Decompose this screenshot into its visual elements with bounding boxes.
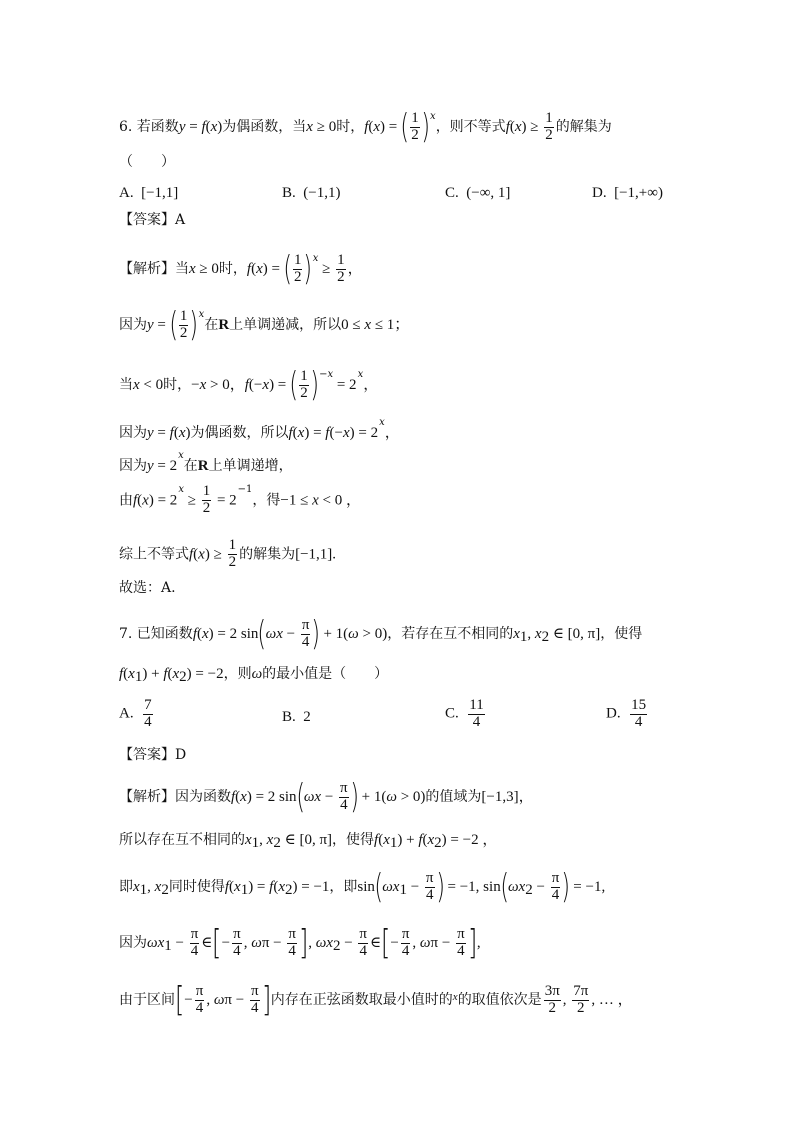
fraction-one-half: $\frac{1}{2}$ xyxy=(545,109,553,143)
q6-analysis-line-3: 当x < 0时，−x > 0，f(−x) = ( $\frac{1}{2}$ )$^{-x} = 2^x$， xyxy=(119,365,379,405)
q6-answer: 【答案】A xyxy=(119,212,186,228)
q6-analysis-line-2: 因为y = ( $\frac{1}{2}$ )$^x$在R上单调递减，所以0 ≤ x ≤ 1； xyxy=(119,305,410,345)
q7-stem-line-2: $f(x_1) + f(x_2) = -2$，则ω的最小值是（ ） xyxy=(119,666,389,685)
q6-conclusion: 故选：A. xyxy=(119,580,176,596)
q6-number: 6. 若函数 xyxy=(119,119,179,135)
q7-answer: 【答案】D xyxy=(119,747,187,763)
q7-option-c: C. $\frac{11}{4}$ xyxy=(445,697,484,730)
q7-analysis-line-3: 即$x_1$, $x_2$同时使得$f(x_1) = f(x_2) = -1$，即$\sin(\omega x_1$ − $\frac{\pi}{4}$ ) = −1, $\sin(\omega x_2$ − $\frac{\pi}{4}$ ) = −1, xyxy=(119,867,606,907)
q6-option-b: B. (−1,1) xyxy=(282,185,341,201)
q6-analysis-line-6: 由$f(x) = 2^x$ ≥ $\frac{1}{2}$ = $2^{-1}$，得−1 ≤ x < 0 ， xyxy=(119,483,361,516)
q7-stem: 7. 已知函数f(x) = 2 sin(ωx − $\frac{\pi}{4}$ ) + 1(ω > 0)，若存在互不相同的$x_1$, $x_2$ ∈ [0, π]，使得 xyxy=(119,614,643,654)
q7-option-d: D. $\frac{15}{4}$ xyxy=(606,697,647,730)
q7-analysis-line-2: 所以存在互不相同的$x_1$, $x_2$ ∈ [0, π]，使得$f(x_1) + f(x_2) = -2$ ， xyxy=(119,832,498,851)
q6-analysis-line-1: 【解析】当x ≥ 0时，f(x) = ( $\frac{1}{2}$ )$^x$ ≥ $\frac{1}{2}$ ， xyxy=(119,249,363,289)
q6-option-a: A. [−1,1] xyxy=(119,185,179,201)
q6-math-y-eq-fx: y xyxy=(178,119,186,135)
q7-analysis-line-5: 由于区间[− $\frac{\pi}{4}$ , ωπ − $\frac{\pi}{4}$ ]内存在正弦函数取最小值时的$^x$的取值依次是 $\frac{3\pi}{2}$ , $\frac{7\pi}{2}$ , … ， xyxy=(119,980,633,1020)
q6-option-c: C. (−∞, 1] xyxy=(445,185,511,201)
q7-option-b: B. 2 xyxy=(282,709,311,725)
fraction-one-half: $\frac{1}{2}$ xyxy=(411,109,419,143)
q7-number: 7. 已知函数 xyxy=(119,626,193,642)
q6-paren: （ ） xyxy=(119,154,175,170)
q6-analysis-line-4: 因为y = f(x)为偶函数，所以$f(x) = f(-x) = 2^x$， xyxy=(119,417,400,441)
q7-analysis-line-4: 因为$\omega x_1$ − $\frac{\pi}{4}$ ∈[− $\frac{\pi}{4}$ , ωπ − $\frac{\pi}{4}$ ], $\omega x_2$ − $\frac{\pi}{4}$ ∈[− $\frac{\pi}{4}$ , ωπ − $\frac{\pi}{4}$ ], xyxy=(119,923,481,963)
q7-option-a: A. $\frac{7}{4}$ xyxy=(119,697,152,730)
q6-option-d: D. [−1,+∞) xyxy=(592,185,663,201)
q6-analysis-line-7: 综上不等式f(x) ≥ $\frac{1}{2}$ 的解集为[−1,1]. xyxy=(119,537,337,570)
q6-stem: 6. 若函数y = f(x)为偶函数，当x ≥ 0时，f(x) = ( $\frac{1}{2}$ )$^x$，则不等式f(x) ≥ $\frac{1}{2}$ 的解集为 xyxy=(119,107,612,147)
q6-analysis-line-5: 因为$y = 2^x$在R上单调递增， xyxy=(119,450,293,474)
q7-analysis-line-1: 【解析】因为函数f(x) = 2 sin(ωx − $\frac{\pi}{4}$ ) + 1(ω > 0)的值域为[−1,3]， xyxy=(119,777,534,817)
